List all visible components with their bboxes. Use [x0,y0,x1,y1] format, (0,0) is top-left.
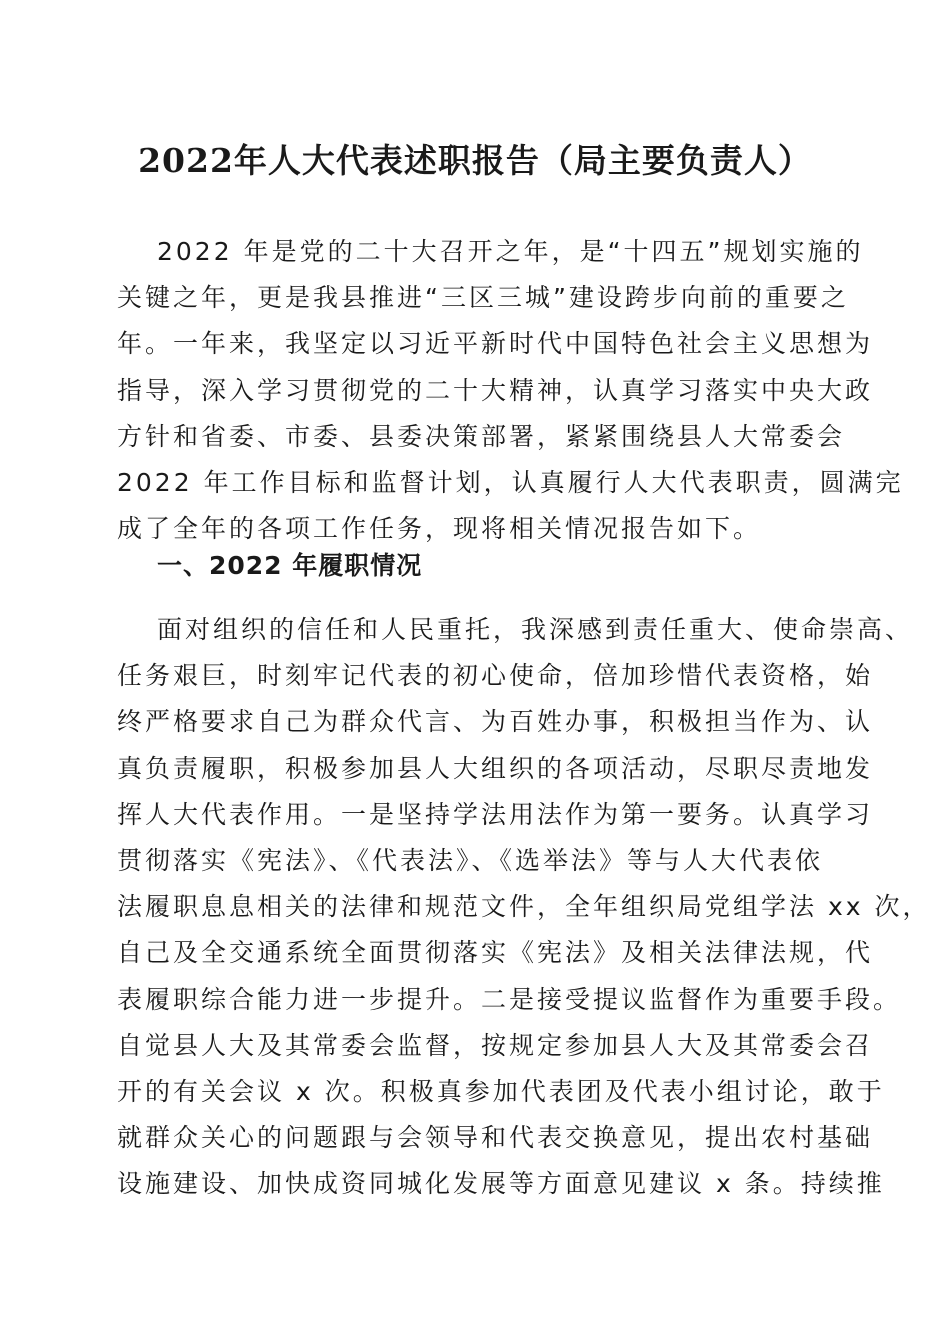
section-paragraph [117,607,931,1208]
paragraph-line: 方针和省委、市委、县委决策部署，紧紧围绕县人大常委会 [117,421,846,451]
paragraph-line: 自觉县人大及其常委会监督，按规定参加县人大及其常委会召 [117,1030,874,1060]
document-title: 2022年人大代表述职报告（局主要负责人） [138,141,812,180]
section-heading: 一、2022 年履职情况 [157,551,423,580]
paragraph-line: 成了全年的各项工作任务，现将相关情况报告如下。 [117,514,762,544]
paragraph-line: 指导，深入学习贯彻党的二十大精神，认真学习落实中央大政 [117,375,874,405]
paragraph-line: 面对组织的信任和人民重托，我深感到责任重大、使命崇高、 [157,615,914,644]
paragraph-line: 自己及全交通系统全面贯彻落实《宪法》及相关法律法规，代 [117,938,874,968]
paragraph-line: 终严格要求自己为群众代言、为百姓办事，积极担当作为、认 [117,707,874,737]
paragraph-line: 挥人大代表作用。一是坚持学法用法作为第一要务。认真学习 [117,799,874,829]
paragraph-line: 设施建设、加快成资同城化发展等方面意见建议 x 条。持续推 [117,1169,885,1199]
paragraph-line: 开的有关会议 x 次。积极真参加代表团及代表小组讨论，敢于 [117,1077,885,1107]
paragraph-line: 法履职息息相关的法律和规范文件，全年组织局党组学法 xx 次， [117,892,931,922]
paragraph-line: 任务艰巨，时刻牢记代表的初心使命，倍加珍惜代表资格，始 [117,661,874,691]
paragraph-line: 贯彻落实《宪法》、《代表法》、《选举法》等与人大代表依 [117,846,824,876]
paragraph-line: 表履职综合能力进一步提升。二是接受提议监督作为重要手段。 [117,984,902,1014]
intro-paragraph [117,229,904,552]
paragraph-line: 年。一年来，我坚定以习近平新时代中国特色社会主义思想为 [117,329,874,359]
paragraph-line: 真负责履职，积极参加县人大组织的各项活动，尽职尽责地发 [117,753,874,783]
paragraph-line: 就群众关心的问题跟与会领导和代表交换意见，提出农村基础 [117,1123,874,1153]
paragraph-line: 关键之年，更是我县推进“三区三城”建设跨步向前的重要之 [117,283,849,313]
paragraph-line: 2022 年是党的二十大召开之年，是“十四五”规划实施的 [157,237,864,266]
paragraph-line: 2022 年工作目标和监督计划，认真履行人大代表职责，圆满完 [117,468,904,498]
